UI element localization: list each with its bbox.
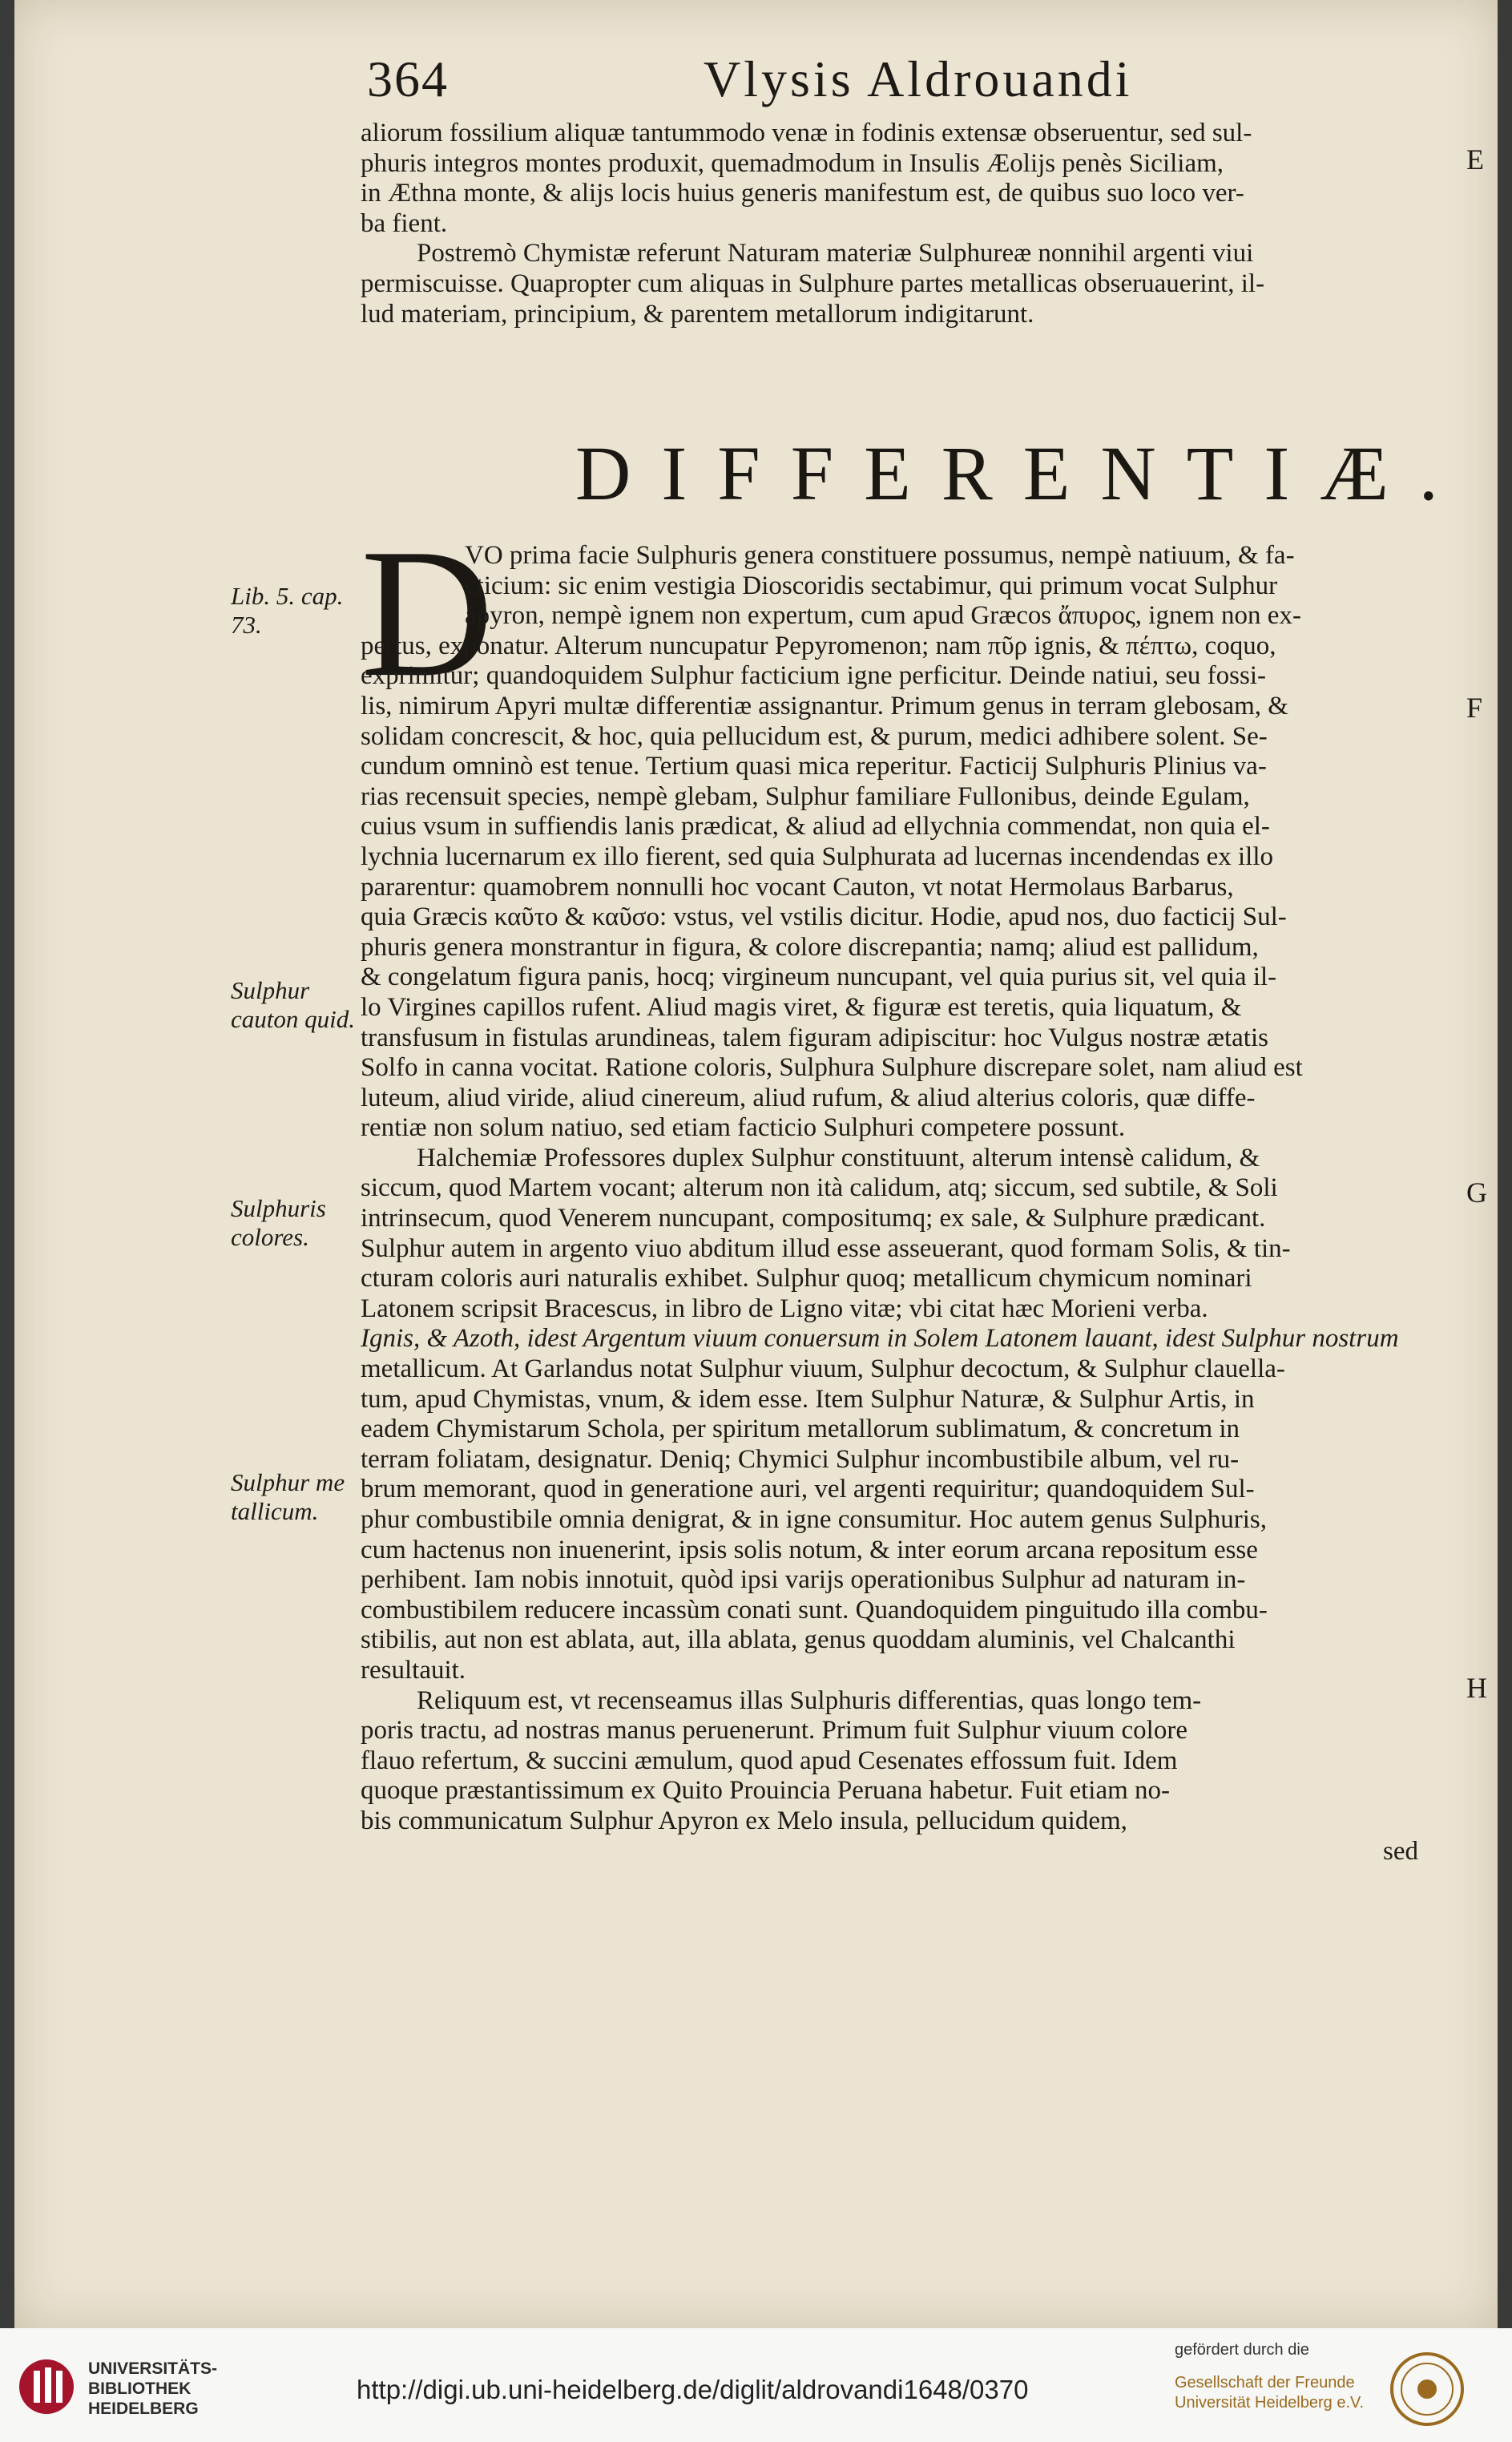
society-name-line: Universität Heidelberg e.V. [1175, 2394, 1365, 2412]
text-line: pertus, exponatur. Alterum nuncupatur Pepyromenon; nam πῦρ ignis, & πέπτω, coquo, [361, 631, 1276, 660]
text-line: bis communicatum Sulphur Apyron ex Melo insula, pellucidum quidem, [361, 1806, 1127, 1835]
library-name-line: HEIDELBERG [88, 2400, 199, 2418]
university-library-logo-icon [16, 2356, 80, 2417]
text-line: rias recensuit species, nempè glebam, Sulphur familiare Fullonibus, deinde Egulam, [361, 781, 1250, 811]
text-line: Solfo in canna vocitat. Ratione coloris, Sulphura Sulphure discrepare solet, nam aliud est [361, 1053, 1303, 1083]
text-line: pararentur: quamobrem nonnulli hoc vocant Cauton, vt notat Hermolaus Barbarus, [361, 872, 1234, 902]
section-heading: DIFFERENTIÆ. [575, 430, 1469, 516]
signature-letter-e: E [1466, 143, 1484, 176]
text-line: ba fient. [361, 208, 448, 238]
footer-bar [0, 2328, 1512, 2442]
library-name-line: UNIVERSITÄTS- [88, 2359, 218, 2378]
library-name [88, 2359, 217, 2419]
text-line: resultauit. [361, 1655, 466, 1685]
margin-note-sulphur-cauton: Sulphur cauton quid. [231, 976, 355, 1033]
text-line: lo Virgines capillos rufent. Aliud magis viret, & figuræ est teretis, quia liquatum, & [361, 992, 1242, 1022]
catchword: sed [1383, 1836, 1418, 1866]
text-line: Latonem scripsit Bracescus, in libro de Ligno vitæ; vbi citat hæc Morieni verba. [361, 1294, 1208, 1323]
text-line: stibilis, aut non est ablata, aut, illa ablata, genus quoddam aluminis, vel Chalcanthi [361, 1625, 1236, 1655]
text-line: Reliquum est, vt recenseamus illas Sulphuris differentias, quas longo tem- [417, 1685, 1202, 1715]
signature-letter-f: F [1466, 692, 1483, 724]
text-line: intrinsecum, quod Venerem nuncupant, compositumq; ex sale, & Sulphure prædicant. [361, 1204, 1266, 1233]
text-line: rentiæ non solum natiuo, sed etiam facticio Sulphuri competere possunt. [361, 1113, 1126, 1143]
text-line: phur combustibile omnia denigrat, & in igne consumitur. Hoc autem genus Sulphuris, [361, 1505, 1268, 1534]
text-line: siccum, quod Martem vocant; alterum non ità calidum, atq; siccum, sed subtile, & Soli [361, 1173, 1278, 1203]
page-number: 364 [367, 50, 449, 107]
running-title: Vlysis Aldrouandi [704, 50, 1133, 107]
text-line: quoque præstantissimum ex Quito Prouincia Peruana habetur. Fuit etiam no- [361, 1776, 1171, 1806]
text-line: quia Græcis καῦτο & καῦσο: vstus, vel vstilis dicitur. Hodie, apud nos, duo facticij Sul- [361, 902, 1287, 932]
library-name-line: BIBLIOTHEK [88, 2379, 192, 2398]
text-line: phuris genera monstrantur in figura, & colore discrepantia; namq; aliud est pallidum, [361, 932, 1259, 962]
margin-note-lib-cap: Lib. 5. cap. 73. [231, 582, 344, 639]
signature-letter-g: G [1466, 1177, 1487, 1209]
text-line: cum hactenus non inuenerint, ipsis solis notum, & inter eorum arcana repositum esse [361, 1535, 1258, 1564]
margin-note-sulphur-metallicum: Sulphur me tallicum. [231, 1468, 345, 1525]
text-line: apyron, nempè ignem non expertum, cum apud Græcos ἄπυρος, ignem non ex- [465, 601, 1301, 631]
text-line: lis, nimirum Apyri multæ differentiæ assignantur. Primum genus in terram glebosam, & [361, 691, 1288, 720]
text-line: permiscuisse. Quapropter cum aliquas in Sulphure partes metallicas obseruauerint, il- [361, 268, 1265, 298]
text-line: transfusum in fistulas arundineas, talem figuram adipiscitur: hoc Vulgus nostræ ætatis [361, 1023, 1268, 1052]
university-seal-icon [1389, 2351, 1466, 2428]
society-name [1175, 2373, 1364, 2413]
text-line: terram foliatam, designatur. Deniq; Chymici Sulphur incombustibile album, vel ru- [361, 1444, 1240, 1474]
text-line: perhibent. Iam nobis innotuit, quòd ipsi varijs operationibus Sulphur ad naturam in- [361, 1565, 1246, 1595]
page-header [367, 50, 1168, 122]
text-line: cticium: sic enim vestigia Dioscoridis sectabimur, qui primum vocat Sulphur [465, 571, 1278, 600]
text-line: Ignis, & Azoth, idest Argentum viuum conuersum in Solem Latonem lauant, idest Sulphur nostrum [361, 1324, 1399, 1354]
text-line: Halchemiæ Professores duplex Sulphur constituunt, alterum intensè calidum, & [417, 1143, 1260, 1173]
permalink-url[interactable]: http://digi.ub.uni-heidelberg.de/diglit/aldrovandi1648/0370 [357, 2375, 1029, 2404]
margin-note-sulphuris-colores: Sulphuris colores. [231, 1194, 326, 1251]
text-line: eadem Chymistarum Schola, per spiritum metallorum sublimatum, & concretum in [361, 1415, 1240, 1444]
text-line: lychnia lucernarum ex illo fierent, sed quia Sulphurata ad lucernas incendendas ex illo [361, 842, 1274, 871]
text-line: cuius vsum in suffiendis lanis prædicat, & aliud ad ellychnia commendat, non quia el- [361, 812, 1270, 842]
text-line: exprimitur; quandoquidem Sulphur facticium igne perficitur. Deinde natiui, seu fossi- [361, 661, 1266, 691]
funding-label: gefördert durch die [1175, 2341, 1309, 2359]
text-line: lud materiam, principium, & parentem metallorum indigitarunt. [361, 299, 1034, 329]
text-line: tum, apud Chymistas, vnum, & idem esse. Item Sulphur Naturæ, & Sulphur Artis, in [361, 1384, 1255, 1414]
text-line: luteum, aliud viride, aliud cinereum, aliud rufum, & aliud alterius coloris, quæ diffe- [361, 1083, 1256, 1112]
text-line: combustibilem reducere incassùm conati sunt. Quandoquidem pinguitudo illa combu- [361, 1595, 1268, 1625]
text-line: solidam concrescit, & hoc, quia pellucidum est, & purum, medici adhibere solent. Se- [361, 721, 1268, 751]
text-line: in Æthna monte, & alijs locis huius generis manifestum est, de quibus suo loco ver- [361, 179, 1244, 208]
text-line: metallicum. At Garlandus notat Sulphur viuum, Sulphur decoctum, & Sulphur clauella- [361, 1354, 1285, 1384]
text-line: Postremò Chymistæ referunt Naturam materiæ Sulphureæ nonnihil argenti viui [417, 239, 1254, 268]
main-paragraph [361, 541, 1482, 1867]
signature-letter-h: H [1466, 1672, 1487, 1704]
text-line: cundum omninò est tenue. Tertium quasi mica reperitur. Facticij Sulphuris Plinius va- [361, 752, 1267, 781]
text-line: phuris integros montes produxit, quemadmodum in Insulis Æolijs penès Siciliam, [361, 148, 1224, 178]
text-line: & congelatum figura panis, hocq; virgineum nuncupant, vel quia purius sit, vel quia il- [361, 963, 1277, 992]
text-line: aliorum fossilium aliquæ tantummodo venæ in fodinis extensæ obseruentur, sed sul- [361, 119, 1252, 147]
intro-paragraph [361, 119, 1482, 329]
text-line: VO prima facie Sulphuris genera constituere possumus, nempè natiuum, & fa- [465, 541, 1295, 570]
society-name-line: Gesellschaft der Freunde [1175, 2374, 1355, 2392]
book-page [14, 0, 1498, 2328]
text-line: cturam coloris auri naturalis exhibet. Sulphur quoq; metallicum chymicum nominari [361, 1264, 1252, 1294]
text-line: flauo refertum, & succini æmulum, quod apud Cesenates effossum fuit. Idem [361, 1746, 1178, 1775]
text-line: poris tractu, ad nostras manus peruenerunt. Primum fuit Sulphur viuum colore [361, 1716, 1187, 1746]
text-line: brum memorant, quod in generatione auri, vel argenti requiritur; quandoquidem Sul- [361, 1475, 1255, 1504]
drop-cap: D [361, 511, 494, 715]
text-line: Sulphur autem in argento viuo abditum illud esse asseuerant, quod formam Solis, & tin- [361, 1233, 1291, 1263]
